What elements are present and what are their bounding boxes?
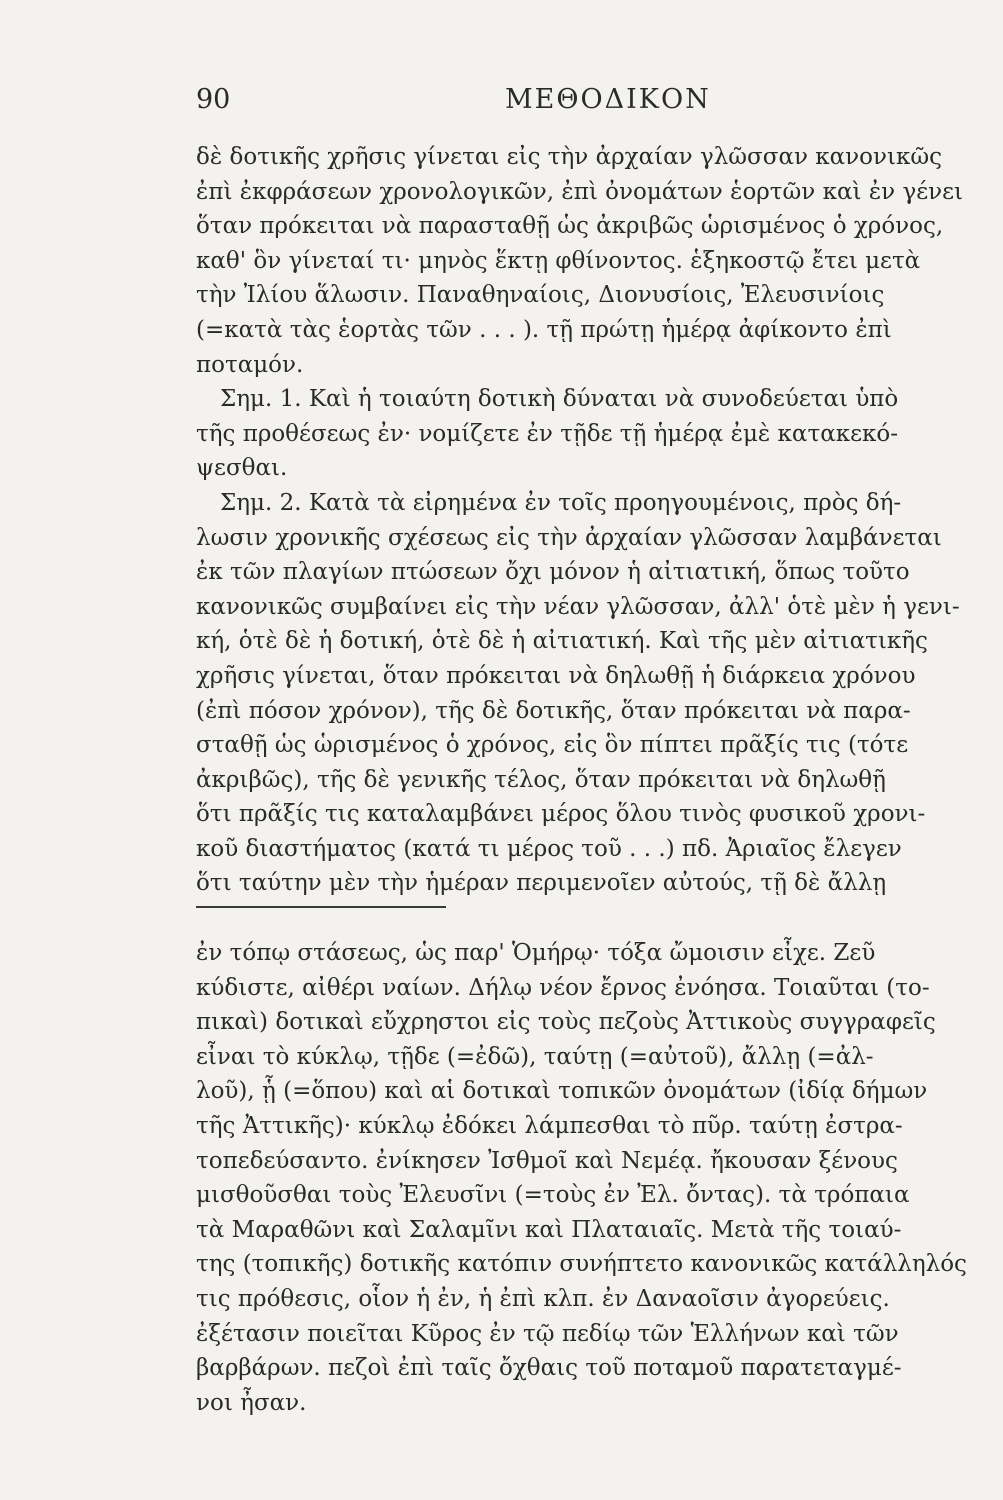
text-line: κανονικῶς συμβαίνει εἰς τὴν νέαν γλῶσσαν, ἀλλ' ὁτὲ μὲν ἡ γενι- [196,593,960,620]
footnote-line: τῆς Ἀττικῆς)· κύκλῳ ἐδόκει λάμπεσθαι τὸ πῦρ. ταύτῃ ἐστρα- [196,1112,903,1139]
text-line: χρῆσις γίνεται, ὅταν πρόκειται νὰ δηλωθῇ ἡ διάρκεια χρόνου [196,662,916,689]
text-line: τὴν Ἰλίου ἅλωσιν. Παναθηναίοις, Διονυσίοις, Ἐλευσινίοις [196,282,885,309]
footnote-line: τις πρόθεσις, οἷον ἡ ἐν, ἡ ἐπὶ κλπ. ἐν Δαναοῖσιν ἀγορεύεις. [196,1285,890,1312]
text-line: τῆς προθέσεως ἐν· νομίζετε ἐν τῇδε τῇ ἡμέρᾳ ἐμὲ κατακεκό- [196,420,899,447]
text-line: (=κατὰ τὰς ἑορτὰς τῶν . . . ). τῇ πρώτῃ ἡμέρᾳ ἀφίκοντο ἐπὶ [196,316,892,343]
footnote-line: της (τοπικῆς) δοτικῆς κατόπιν συνήπτετο κανονικῶς κατάλληλός [196,1251,967,1278]
text-line: ἐπὶ ἐκφράσεων χρονολογικῶν, ἐπὶ ὀνομάτων ἑορτῶν καὶ ἐν γένει [196,178,964,205]
footnote-line: ἐξέτασιν ποιεῖται Κῦρος ἐν τῷ πεδίῳ τῶν Ἑλλήνων καὶ τῶν [196,1320,899,1347]
footnote-line: τὰ Μαραθῶνι καὶ Σαλαμῖνι καὶ Πλαταιαῖς. Μετὰ τῆς τοιαύ- [196,1216,902,1243]
text-line: λωσιν χρονικῆς σχέσεως εἰς τὴν ἀρχαίαν γλῶσσαν λαμβάνεται [196,524,942,551]
footnote-line: ἐν τόπῳ στάσεως, ὡς παρ' Ὁμήρῳ· τόξα ὤμοισιν εἶχε. Ζεῦ [196,940,876,966]
running-title: ΜΕΘΟΔΙΚΟΝ [505,84,711,115]
text-line: ὅτι πρᾶξίς τις καταλαμβάνει μέρος ὅλου τινὸς φυσικοῦ χρονι- [196,801,926,828]
text-line: δὲ δοτικῆς χρῆσις γίνεται εἰς τὴν ἀρχαίαν γλῶσσαν κανονικῶς [196,144,943,170]
footnote-line: νοι ἦσαν. [196,1389,307,1416]
text-line: ἀκριβῶς), τῆς δὲ γενικῆς τέλος, ὅταν πρόκειται νὰ δηλωθῇ [196,766,886,793]
page-number: 90 [196,84,231,115]
text-line: ὅτι ταύτην μὲν τὴν ἡμέραν περιμενοῖεν αὐτούς, τῇ δὲ ἄλλῃ [196,870,887,897]
footnote-line: τοπεδεύσαντο. ἐνίκησεν Ἰσθμοῖ καὶ Νεμέᾳ. ἤκουσαν ξένους [196,1147,898,1174]
page-header [0,84,1003,124]
footnote-line: κύδιστε, αἰθέρι ναίων. Δήλῳ νέον ἔρνος ἐνόησα. Τοιαῦται (το- [196,974,930,1001]
text-line: (ἐπὶ πόσον χρόνον), τῆς δὲ δοτικῆς, ὅταν πρόκειται νὰ παρα- [196,697,911,724]
text-line: κοῦ διαστήματος (κατά τι μέρος τοῦ . . .) πδ. Ἀριαῖος ἔλεγεν [196,835,902,862]
footnote-line: μισθοῦσθαι τοὺς Ἐλευσῖνι (=τοὺς ἐν Ἐλ. ὄντας). τὰ τρόπαια [196,1182,910,1209]
text-line: ποταμόν. [196,351,304,378]
footnote-line: βαρβάρων. πεζοὶ ἐπὶ ταῖς ὄχθαις τοῦ ποταμοῦ παρατεταγμέ- [196,1355,902,1382]
text-line: ψεσθαι. [196,455,288,482]
footnote-line: εἶναι τὸ κύκλῳ, τῇδε (=ἐδῶ), ταύτῃ (=αὐτοῦ), ἄλλῃ (=ἀλ- [196,1043,874,1070]
text-line: σταθῇ ὡς ὡρισμένος ὁ χρόνος, εἰς ὃν πίπτει πρᾶξίς τις (τότε [196,732,909,759]
text-line: κή, ὁτὲ δὲ ἡ δοτική, ὁτὲ δὲ ἡ αἰτιατική. Καὶ τῆς μὲν αἰτιατικῆς [196,628,928,655]
text-line: καθ' ὃν γίνεταί τι· μηνὸς ἕκτῃ φθίνοντος. ἑξηκοστῷ ἔτει μετὰ [196,247,921,274]
main-text [196,140,964,901]
footnote-line: λοῦ), ᾗ (=ὅπου) καὶ αἱ δοτικαὶ τοπικῶν ὀνομάτων (ἰδίᾳ δήμων [196,1078,928,1105]
note-2-line: Σημ. 2. Κατὰ τὰ εἰρημένα ἐν τοῖς προηγουμένοις, πρὸς δή- [220,489,902,516]
footnote-line: πικαὶ) δοτικαὶ εὔχρηστοι εἰς τοὺς πεζοὺς Ἀττικοὺς συγγραφεῖς [196,1009,936,1036]
text-line: ἐκ τῶν πλαγίων πτώσεων ὄχι μόνον ἡ αἰτιατική, ὅπως τοῦτο [196,559,910,586]
note-1-line: Σημ. 1. Καὶ ἡ τοιαύτη δοτικὴ δύναται νὰ συνοδεύεται ὑπὸ [220,386,899,413]
footnote-rule [196,906,446,908]
text-line: ὅταν πρόκειται νὰ παρασταθῇ ὡς ἀκριβῶς ὡρισμένος ὁ χρόνος, [196,213,944,240]
footnote-text [196,936,967,1420]
